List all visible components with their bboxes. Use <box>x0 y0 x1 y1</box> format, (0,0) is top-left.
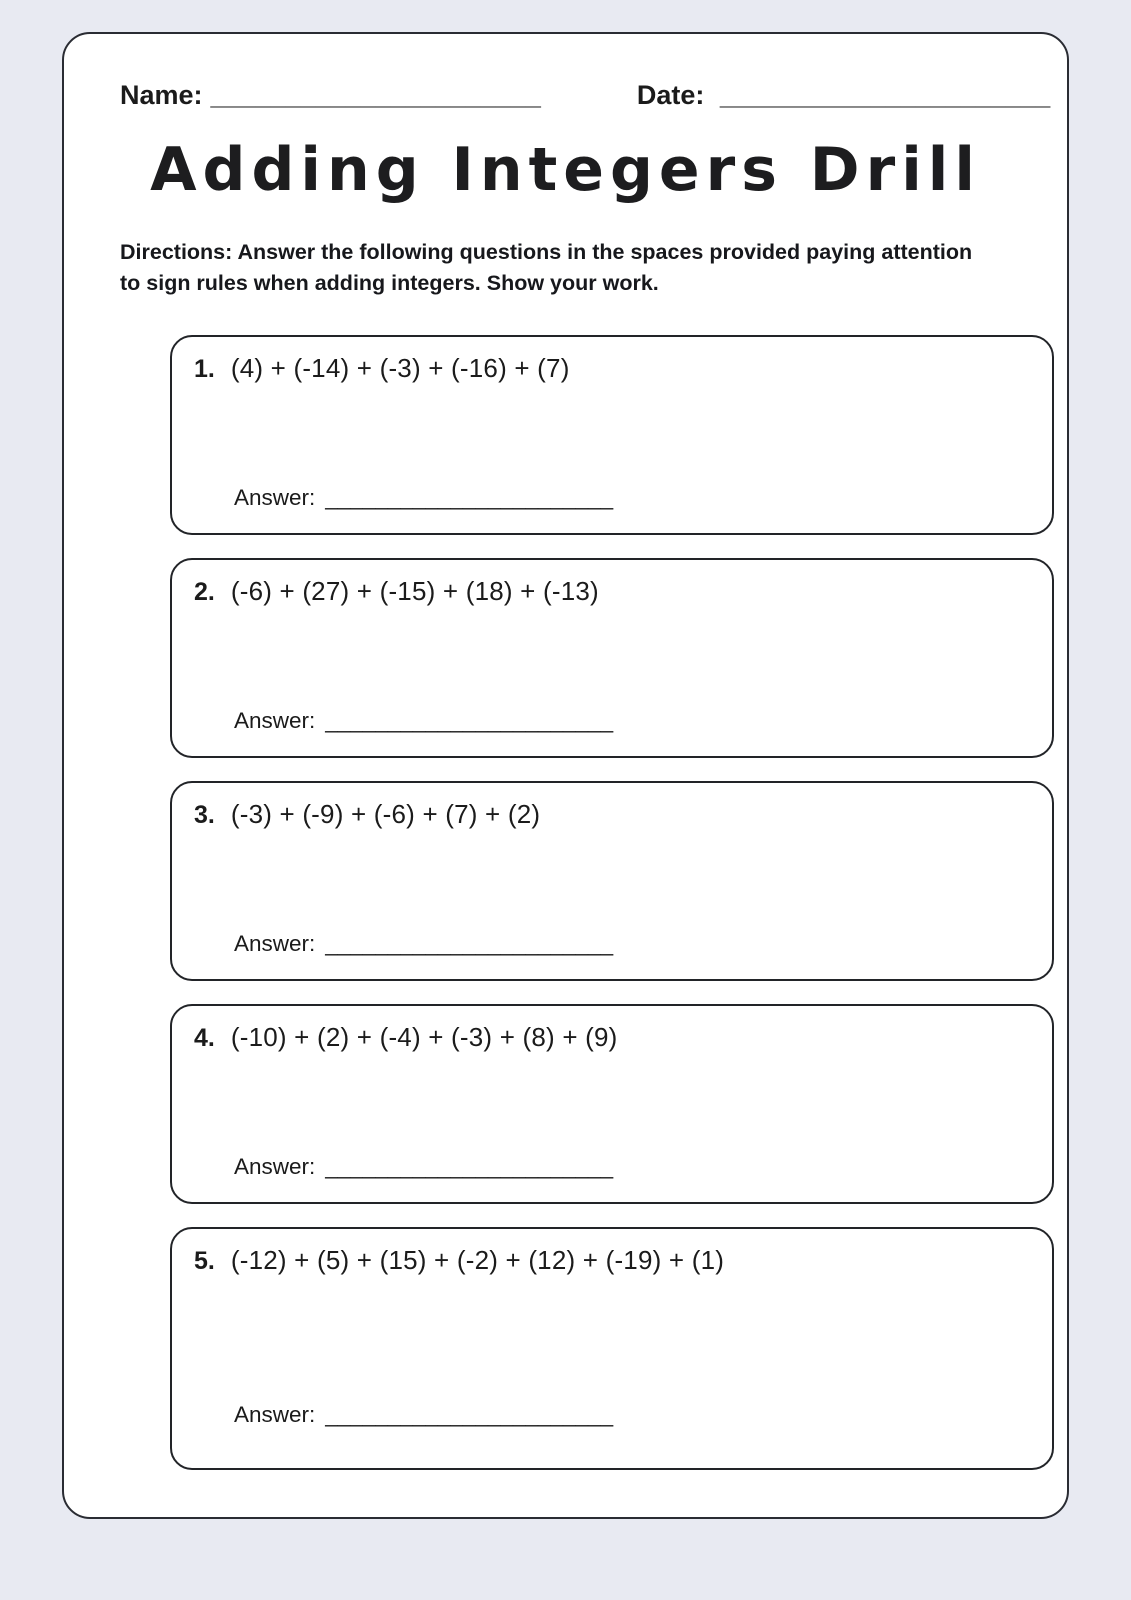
question-number: 3. <box>194 801 215 830</box>
question-number: 4. <box>194 1024 215 1053</box>
answer-blank-line: _______________________ <box>325 1154 614 1180</box>
worksheet-card <box>62 32 1069 1519</box>
answer-label: Answer: <box>234 931 316 957</box>
question-expression: (-12) + (5) + (15) + (-2) + (12) + (-19) + (1) <box>230 1245 725 1276</box>
answer-row <box>234 1154 613 1180</box>
question-number: 1. <box>194 355 215 384</box>
question-number: 5. <box>194 1247 215 1276</box>
question-box-3 <box>170 781 1054 981</box>
name-label: Name: <box>120 80 203 110</box>
answer-label: Answer: <box>234 485 316 511</box>
answer-label: Answer: <box>234 1154 316 1180</box>
question-box-2 <box>170 558 1054 758</box>
answer-row <box>234 708 613 734</box>
question-line <box>194 799 1028 830</box>
date-group <box>637 80 1050 111</box>
name-blank-line: ______________________ <box>210 80 541 110</box>
question-line <box>194 1022 1028 1053</box>
questions-list <box>170 335 1011 1470</box>
date-blank-line: ______________________ <box>719 80 1051 110</box>
question-box-5 <box>170 1227 1054 1470</box>
answer-label: Answer: <box>234 1402 316 1428</box>
question-line <box>194 1245 1028 1276</box>
answer-row <box>234 1402 613 1428</box>
answer-blank-line: _______________________ <box>325 708 614 734</box>
question-box-1 <box>170 335 1054 535</box>
question-box-4 <box>170 1004 1054 1204</box>
question-number: 2. <box>194 578 215 607</box>
answer-blank-line: _______________________ <box>325 1402 614 1428</box>
answer-blank-line: _______________________ <box>325 931 614 957</box>
date-label: Date: <box>636 80 705 110</box>
answer-row <box>234 485 613 511</box>
name-date-row <box>120 80 1051 111</box>
question-expression: (4) + (-14) + (-3) + (-16) + (7) <box>230 353 570 384</box>
answer-blank-line: _______________________ <box>325 485 614 511</box>
question-line <box>194 576 1028 607</box>
directions-text: Directions: Answer the following questions in the spaces provided paying attention to sign rules when adding integers. Show your work. <box>120 240 973 296</box>
question-expression: (-10) + (2) + (-4) + (-3) + (8) + (9) <box>230 1022 618 1053</box>
page-title: Adding Integers Drill <box>150 135 981 205</box>
question-line <box>194 353 1028 384</box>
question-expression: (-6) + (27) + (-15) + (18) + (-13) <box>230 576 599 607</box>
answer-label: Answer: <box>234 708 316 734</box>
answer-row <box>234 931 613 957</box>
question-expression: (-3) + (-9) + (-6) + (7) + (2) <box>230 799 541 830</box>
